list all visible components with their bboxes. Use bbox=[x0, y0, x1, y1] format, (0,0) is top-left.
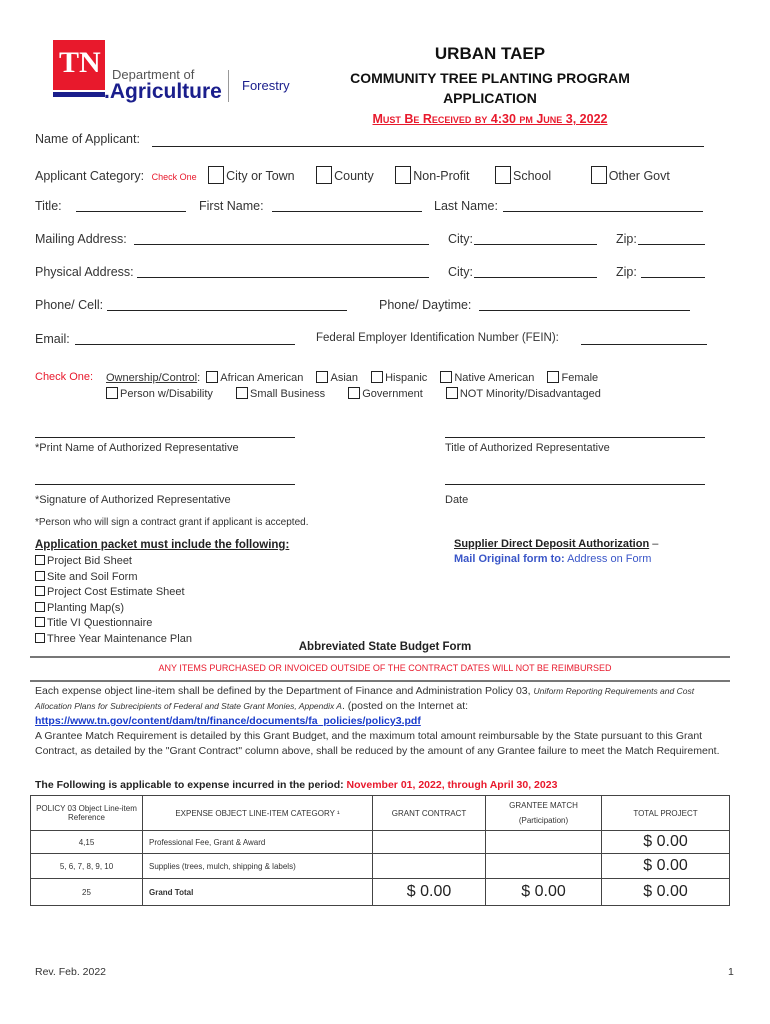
match-input[interactable] bbox=[486, 854, 602, 879]
title-field[interactable] bbox=[76, 211, 186, 212]
budget-title: Abbreviated State Budget Form bbox=[298, 641, 472, 653]
logo-dept: Department of bbox=[112, 67, 195, 82]
category-row bbox=[35, 166, 686, 184]
checkbox[interactable] bbox=[371, 371, 383, 383]
checkbox[interactable] bbox=[316, 166, 332, 184]
first-name-field[interactable] bbox=[272, 211, 422, 212]
col-header-category: EXPENSE OBJECT LINE-ITEM CATEGORY ¹ bbox=[143, 796, 373, 831]
checkbox[interactable] bbox=[495, 166, 511, 184]
first-name-label: First Name: bbox=[199, 199, 264, 213]
policy-link[interactable]: https://www.tn.gov/content/dam/tn/finance/documents/fa_policies/policy3.pdf bbox=[35, 715, 421, 727]
ownership-option[interactable]: NOT Minority/Disadvantaged bbox=[446, 388, 601, 400]
physical-field[interactable] bbox=[137, 277, 429, 278]
logo-division: Forestry bbox=[242, 78, 290, 93]
match-input[interactable] bbox=[486, 831, 602, 854]
print-name-field[interactable] bbox=[35, 437, 295, 438]
ownership-option[interactable]: Female bbox=[547, 372, 598, 384]
category-label: Applicant Category: bbox=[35, 169, 145, 183]
mailing-zip-label: Zip: bbox=[616, 232, 637, 246]
logo-agri: .Agriculture bbox=[104, 80, 222, 103]
checkbox[interactable] bbox=[208, 166, 224, 184]
packet-item[interactable]: Site and Soil Form bbox=[35, 570, 192, 586]
table-row: 5, 6, 7, 8, 9, 10 Supplies (trees, mulch, shipping & labels) $ 0.00 bbox=[31, 854, 730, 879]
last-name-field[interactable] bbox=[503, 211, 703, 212]
checkbox[interactable] bbox=[440, 371, 452, 383]
checkbox[interactable] bbox=[236, 387, 248, 399]
table-header bbox=[31, 796, 730, 831]
mailing-field[interactable] bbox=[134, 244, 429, 245]
print-name-label: *Print Name of Authorized Representative bbox=[35, 442, 239, 454]
match-paragraph: A Grantee Match Requirement is detailed by this Grant Budget, and the maximum total amount reimbursable by the State pursuant to this Grant Contract, as detailed by the "Grant Contract" column above, shall be reduced by the amount of any Grantee failure to meet the Match Requirement. bbox=[35, 730, 720, 757]
ownership-row1: Ownership/Control: African American Asian Hispanic Native American Female bbox=[106, 372, 599, 384]
category-school[interactable]: School bbox=[495, 169, 587, 183]
packet-item[interactable]: Three Year Maintenance Plan bbox=[35, 632, 192, 648]
ownership-row2 bbox=[106, 387, 601, 400]
budget-table bbox=[30, 795, 730, 906]
checkbox[interactable] bbox=[395, 166, 411, 184]
fein-field[interactable] bbox=[581, 344, 707, 345]
packet-list bbox=[35, 554, 192, 647]
logo-tn: TN bbox=[53, 40, 105, 90]
phone-day-label: Phone/ Daytime: bbox=[379, 298, 472, 312]
name-field[interactable] bbox=[152, 146, 704, 147]
phone-cell-field[interactable] bbox=[107, 310, 347, 311]
signature-field[interactable] bbox=[35, 484, 295, 485]
date-label: Date bbox=[445, 494, 469, 506]
checkbox[interactable] bbox=[316, 371, 328, 383]
category-county[interactable]: County bbox=[316, 169, 392, 183]
checkbox[interactable] bbox=[446, 387, 458, 399]
ownership-option[interactable]: Government bbox=[348, 388, 443, 400]
rep-title-field[interactable] bbox=[445, 437, 705, 438]
col-header-total: TOTAL PROJECT bbox=[602, 796, 730, 831]
email-label: Email: bbox=[35, 332, 70, 346]
form-subtitle2: APPLICATION bbox=[443, 90, 537, 106]
mailing-zip-field[interactable] bbox=[638, 244, 705, 245]
name-label: Name of Applicant: bbox=[35, 132, 140, 146]
phone-cell-label: Phone/ Cell: bbox=[35, 298, 104, 312]
physical-zip-label: Zip: bbox=[616, 265, 637, 279]
ownership-check-one: Check One: bbox=[35, 371, 94, 383]
rep-title-label: Title of Authorized Representative bbox=[445, 442, 610, 454]
signer-note: *Person who will sign a contract grant if applicant is accepted. bbox=[35, 517, 309, 528]
checkbox[interactable] bbox=[206, 371, 218, 383]
fein-label: Federal Employer Identification Number (FEIN): bbox=[316, 332, 559, 344]
form-subtitle: COMMUNITY TREE PLANTING PROGRAM bbox=[350, 70, 630, 86]
category-other[interactable]: Other Govt bbox=[591, 169, 686, 183]
checkbox[interactable] bbox=[591, 166, 607, 184]
period-line: The Following is applicable to expense incurred in the period: November 01, 2022, through April 30, 2023 bbox=[35, 779, 558, 791]
ownership-option[interactable]: Asian bbox=[316, 372, 368, 384]
policy-paragraph: Each expense object line-item shall be defined by the Department of Finance and Administration Policy 03, Uniform Reporting Requirements and Cost Allocation Plans for Subrecipients of Federal and State Grant Monies, Appendix A. (posted on the Internet at: https://www.tn.gov/content/dam/tn/finance/documents/fa_policies/policy3.pdf A Grantee Match Requirement is detailed by this Grant Budget, and the maximum total amount reimbursable by the State pursuant to this Grant Contract, as detailed by the "Grant Contract" column above, shall be reduced by the amount of any Grantee failure to meet the Match Requirement. bbox=[35, 685, 720, 757]
ownership-option[interactable]: Hispanic bbox=[371, 372, 437, 384]
grant-input[interactable] bbox=[373, 831, 486, 854]
ownership-option[interactable]: Person w/Disability bbox=[106, 388, 233, 400]
physical-label: Physical Address: bbox=[35, 265, 134, 279]
form-title: URBAN TAEP bbox=[434, 44, 546, 63]
col-header-ref: POLICY 03 Object Line-item Reference bbox=[31, 796, 143, 831]
ownership-option[interactable]: Small Business bbox=[236, 388, 345, 400]
table-row-total: 25 Grand Total $ 0.00 $ 0.00 $ 0.00 bbox=[31, 879, 730, 906]
checkbox[interactable] bbox=[547, 371, 559, 383]
physical-city-label: City: bbox=[448, 265, 473, 279]
deposit-mail: Mail Original form to: Address on Form bbox=[454, 553, 652, 565]
col-header-grant: GRANT CONTRACT bbox=[373, 796, 486, 831]
ownership-option[interactable]: Native American bbox=[440, 372, 544, 384]
deadline: Must Be Received by 4:30 pm June 3, 2022 bbox=[372, 112, 608, 126]
last-name-label: Last Name: bbox=[434, 199, 498, 213]
checkbox[interactable] bbox=[348, 387, 360, 399]
grant-input[interactable] bbox=[373, 854, 486, 879]
table-row: 4,15 Professional Fee, Grant & Award $ 0.00 bbox=[31, 831, 730, 854]
page-number: 1 bbox=[728, 966, 734, 978]
packet-item[interactable]: Project Cost Estimate Sheet bbox=[35, 585, 192, 601]
packet-item[interactable]: Title VI Questionnaire bbox=[35, 616, 192, 632]
date-field[interactable] bbox=[445, 484, 705, 485]
email-field[interactable] bbox=[75, 344, 295, 345]
packet-heading: Application packet must include the following: bbox=[35, 539, 290, 551]
signature-label: *Signature of Authorized Representative bbox=[35, 494, 231, 506]
mailing-label: Mailing Address: bbox=[35, 232, 127, 246]
check-one-note: Check One bbox=[151, 172, 197, 182]
category-city[interactable]: City or Town bbox=[208, 169, 313, 183]
revision: Rev. Feb. 2022 bbox=[35, 966, 107, 978]
mailing-city-label: City: bbox=[448, 232, 473, 246]
ownership-label: Ownership/Control bbox=[106, 372, 198, 384]
physical-city-field[interactable] bbox=[474, 277, 597, 278]
deposit-heading: Supplier Direct Deposit Authorization – bbox=[454, 538, 659, 550]
physical-zip-field[interactable] bbox=[641, 277, 705, 278]
packet-item[interactable]: Project Bid Sheet bbox=[35, 554, 192, 570]
mailing-city-field[interactable] bbox=[474, 244, 597, 245]
checkbox[interactable] bbox=[106, 387, 118, 399]
category-nonprofit[interactable]: Non-Profit bbox=[395, 169, 491, 183]
packet-item[interactable]: Planting Map(s) bbox=[35, 601, 192, 617]
phone-day-field[interactable] bbox=[479, 310, 690, 311]
ownership-option[interactable]: African American bbox=[206, 372, 313, 384]
title-label: Title: bbox=[35, 199, 62, 213]
col-header-match: GRANTEE MATCH (Participation) bbox=[486, 796, 602, 831]
budget-warning: ANY ITEMS PURCHASED OR INVOICED OUTSIDE OF THE CONTRACT DATES WILL NOT BE REIMBURSED bbox=[158, 663, 612, 673]
